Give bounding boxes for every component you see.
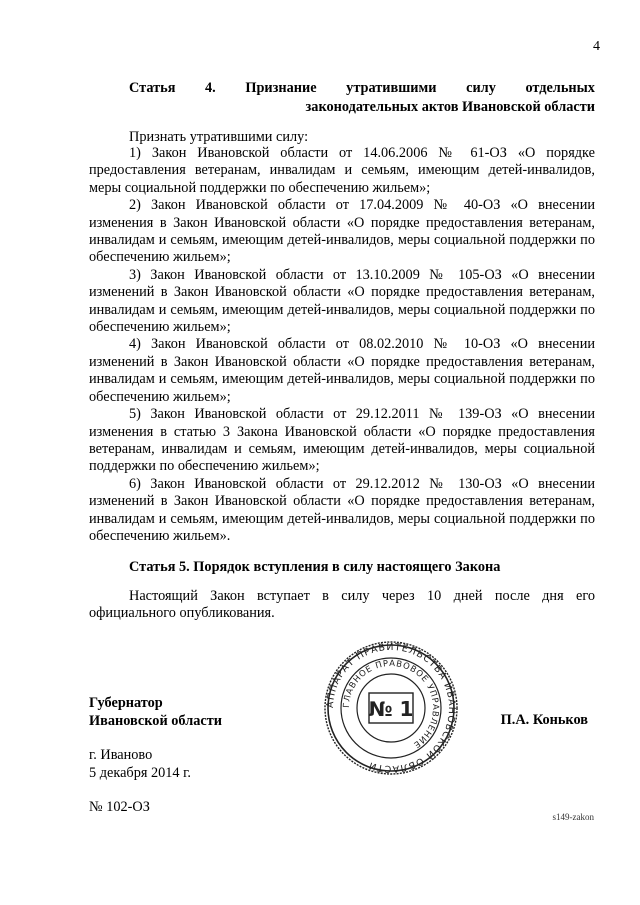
place: г. Иваново [89,747,153,763]
title-word: утратившими [346,80,437,96]
list-item: 2) Закон Ивановской области от 17.04.2009 № 40-ОЗ «О внесении изменения в Закон Ивановской области «О порядке предоставления ветеранам, инвалидам и семьям, имеющим детей-инвалидов, меры социальной поддержки по обеспечению жильем»; [89,197,595,266]
list-item: 1) Закон Ивановской области от 14.06.2006 № 61-ОЗ «О порядке предоставления ветеранам, инвалидам и семьям, имеющим детей-инвалидов, меры социальной поддержки по обеспечению жильем»; [89,145,595,196]
article-5-text [89,588,595,623]
page-number: 4 [593,39,600,54]
official-seal-stamp [316,641,466,776]
seal-inner-text: ГЛАВНОЕ ПРАВОВОЕ УПРАВЛЕНИЕ [341,658,441,750]
seal-center-text: № 1 [368,697,414,721]
place-and-date [89,746,191,782]
signatory-name: П.А. Коньков [500,712,588,728]
signatory-title-line2: Ивановской области [89,713,222,729]
article-4-heading [129,79,595,117]
article-number: 4. [205,80,216,96]
list-item: 3) Закон Ивановской области от 13.10.2009 № 105-ОЗ «О внесении изменений в Закон Ивановской области «О порядке предоставления ветеранам, инвалидам и семьям, имеющим детей-инвалидов, меры социальной поддержки по обеспечению жильем»; [89,266,595,336]
article-4-heading-line1 [129,79,595,98]
article-4-heading-line2: законодательных актов Ивановской области [305,99,595,115]
article-5-paragraph: Настоящий Закон вступает в силу через 10 дней после дня его официального опубликования. [89,588,595,622]
signatory-title-line1: Губернатор [89,695,163,711]
list-item: 6) Закон Ивановской области от 29.12.2012 № 130-ОЗ «О внесении изменений в Закон Ивановской области «О порядке предоставления ветеранам, инвалидам и семьям, имеющим детей-инвалидов, меры социальной поддержки по обеспечению жильем». [89,475,595,544]
title-word: Признание [245,80,317,96]
repealed-laws-list [89,145,595,545]
list-item: 5) Закон Ивановской области от 29.12.2011 № 139-ОЗ «О внесении изменения в статью 3 Закона Ивановской области «О порядке предоставления ветеранам, инвалидам и семьям, имеющим детей-инвалидов, меры социальной поддержки по обеспечению жильем»; [89,406,595,475]
article-5-heading: Статья 5. Порядок вступления в силу настоящего Закона [129,559,501,575]
list-item: 4) Закон Ивановской области от 08.02.2010 № 10-ОЗ «О внесении изменений в Закон Ивановской области «О порядке предоставления ветеранам, инвалидам и семьям, имеющим детей-инвалидов, меры социальной поддержки по обеспечению жильем»; [89,336,595,405]
title-word: силу [466,80,496,96]
law-number: № 102-ОЗ [89,799,150,815]
signatory-title [89,694,222,730]
seal-outer-text: АППАРАТ ПРАВИТЕЛЬСТВА ИВАНОВСКОЙ ОБЛАСТИ [324,641,458,775]
title-word: отдельных [525,80,595,96]
date: 5 декабря 2014 г. [89,765,191,781]
document-code: s149-zakon [552,812,594,822]
article-word: Статья [129,80,176,96]
article-4-intro: Признать утратившими силу: [129,129,309,145]
